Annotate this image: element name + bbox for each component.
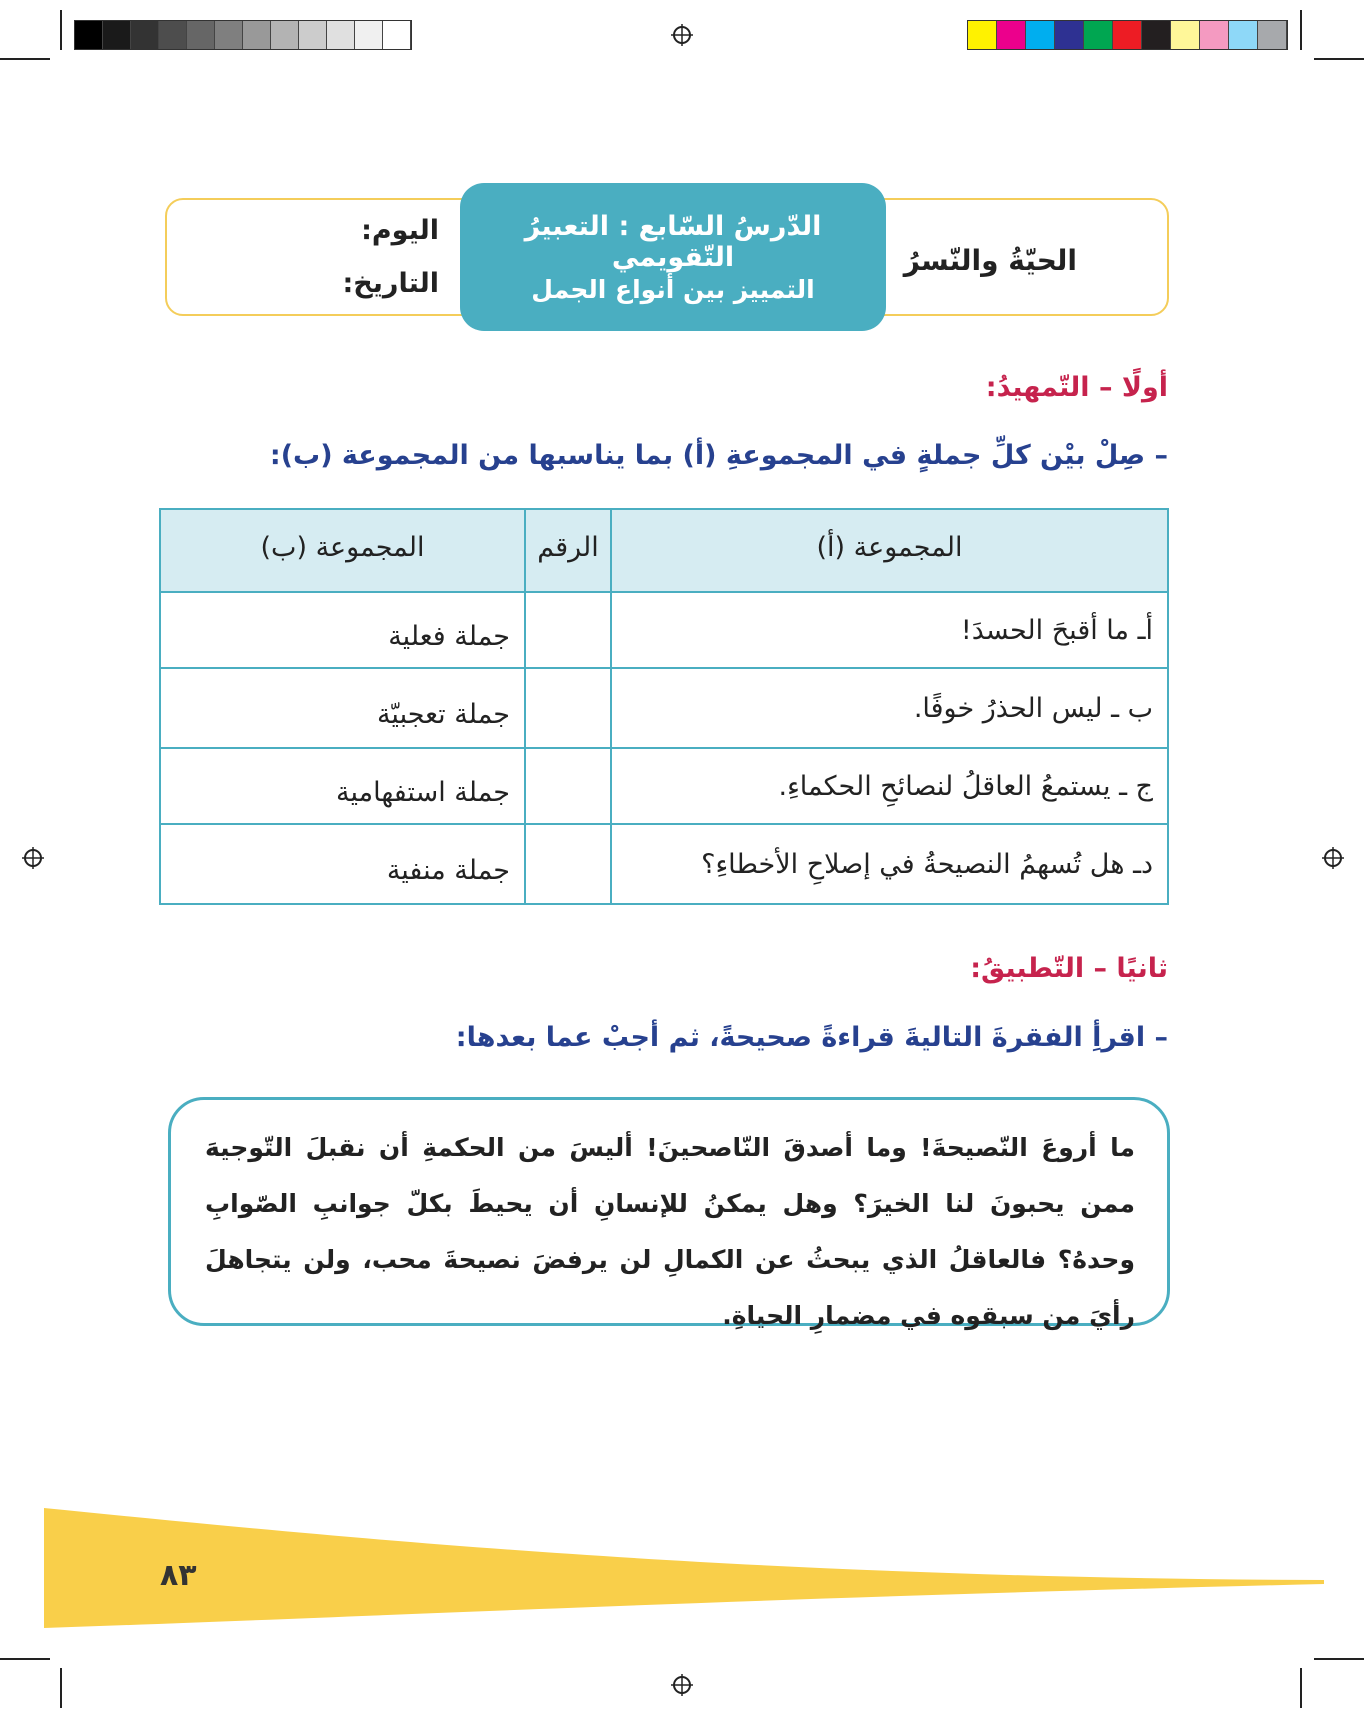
section-title-intro: أولًا – التّمهيدُ: [985,372,1168,403]
header-group-b: المجموعة (ب) [160,509,525,592]
group-b-type: جملة فعلية [160,592,525,668]
instruction-read: – اقرأِ الفقرةَ التاليةَ قراءةً صحيحةً، ثم أجبْ عما بعدها: [455,1022,1168,1053]
group-b-type: جملة استفهامية [160,748,525,824]
section-title-application: ثانيًا – التّطبيقُ: [970,953,1168,984]
crop-mark [0,58,50,60]
crop-mark [1314,1658,1364,1660]
header-group-a: المجموعة (أ) [611,509,1168,592]
registration-mark-icon [671,24,693,46]
instruction-match: – صِلْ بيْن كلِّ جملةٍ في المجموعةِ (أ) بما يناسبها من المجموعة (ب): [269,440,1168,471]
group-b-type: جملة تعجبيّة [160,668,525,748]
reading-passage: ما أروعَ النّصيحةَ! وما أصدقَ النّاصحينَ! أليسَ من الحكمةِ أن نقبلَ التّوجيهَ ممن يحبونَ لنا الخيرَ؟ وهل يمكنُ للإنسانِ أن يحيطَ بكلّ جوانبِ الصّوابِ وحدهُ؟ فالعاقلُ الذي يبحثُ عن الكمالِ لن يرفضَ نصيحةَ محب، ولن يتجاهلَ رأيَ من سبقوه في مضمارِ الحياةِ. [205,1133,1135,1330]
registration-mark-icon [22,847,44,869]
number-answer-cell[interactable] [525,668,611,748]
registration-mark-icon [671,1674,693,1696]
table-row [160,668,1168,748]
lesson-title: الدّرسُ السّابع : التعبيرُ التّقويمي [524,211,822,273]
crop-mark [1314,58,1364,60]
table-header-row [160,509,1168,592]
lesson-subtitle: التمييز بين أنواع الجمل [531,275,815,304]
date-label: التاريخ: [342,268,439,299]
registration-mark-icon [1322,847,1344,869]
table-row [160,592,1168,668]
table-row [160,748,1168,824]
group-a-sentence: أـ ما أقبحَ الحسدَ! [611,592,1168,668]
grayscale-calibration-bar [74,20,412,50]
group-a-sentence: دـ هل تُسهمُ النصيحةُ في إصلاحِ الأخطاءِ؟ [611,824,1168,904]
page-number: ٨٣ [160,1558,197,1593]
group-b-type: جملة منفية [160,824,525,904]
crop-mark [1300,1668,1302,1708]
unit-title: الحيّةُ والنّسرُ [903,244,1077,277]
lesson-title-tab [460,183,886,331]
group-a-sentence: ب ـ ليس الحذرُ خوفًا. [611,668,1168,748]
crop-mark [60,1668,62,1708]
footer-yellow-band [44,1508,1324,1628]
table-row [160,824,1168,904]
number-answer-cell[interactable] [525,592,611,668]
crop-mark [0,1658,50,1660]
day-label: اليوم: [361,215,439,246]
crop-mark [60,10,62,50]
color-calibration-bar [967,20,1288,50]
group-a-sentence: ج ـ يستمعُ العاقلُ لنصائحِ الحكماءِ. [611,748,1168,824]
number-answer-cell[interactable] [525,824,611,904]
number-answer-cell[interactable] [525,748,611,824]
crop-mark [1300,10,1302,50]
header-number: الرقم [525,509,611,592]
matching-table [159,508,1169,905]
